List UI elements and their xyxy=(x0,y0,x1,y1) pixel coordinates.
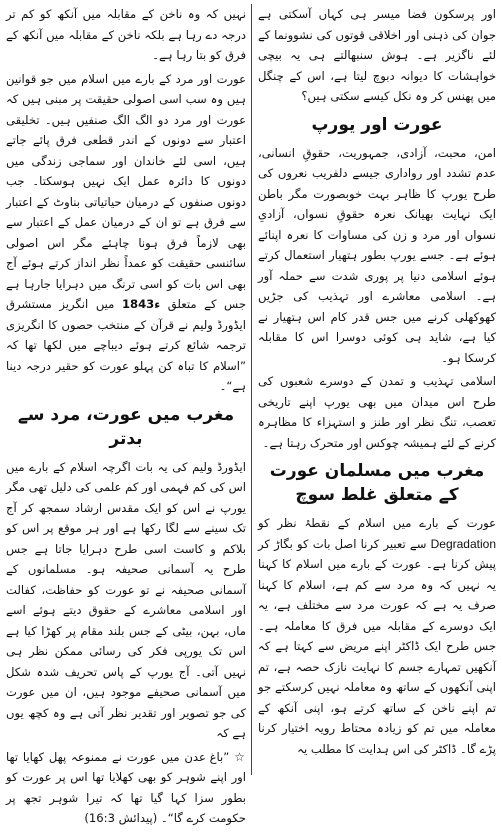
column-divider xyxy=(251,4,252,775)
heading-woman-and-europe: عورت اور یورپ xyxy=(311,114,443,135)
degradation-lead-text: عورت کے بارے میں اسلام کے نقطۂ نظر کو xyxy=(258,516,496,530)
quote-citation: (پیدائش 16:3) xyxy=(84,811,158,825)
degradation-body-text: سے تعبیر کرنا اصل بات کو بگاڑ کر پیش کرنا ہے۔ عورت کے بارے میں اسلام کا کہنا یہ نہیں کہ وہ مرد سے کم ہے، اسلام کا کہنا صرف یہ ہے کہ عورت مرد سے مختلف ہے، یہ ایک دوسرے کے مقابلہ میں فرق کا معاملہ ہے۔ جس طرح ایک ڈاکٹر اپنے مریض سے کہتا ہے کہ آنکھیں تمہارے جسم کا نہایت نازک حصہ ہے، تم اپنی آنکھوں کے ساتھ وہ معاملہ نہیں کرسکتے جو تم اپنے ناخن کے ساتھ کرتے ہو، اپنی آنکھ کے معاملہ میں تم کو زیادہ محتاط رویہ اختیار کرنا پڑے گا۔ ڈاکٹر کی اس ہدایت کا مطلب یہ xyxy=(258,536,496,756)
paragraph-degradation xyxy=(258,513,496,759)
laws-text: عورت اور مرد کے بارے میں اسلام میں جو قوانین ہیں وہ سب اسی اصولی حقیقت پر مبنی ہیں کہ عورت اور مرد دو الگ الگ صنفیں ہیں۔ تخلیقی اعتبار سے دونوں کے اندر قطعی فرق پائے جاتے ہیں، اسی لئے خاندان اور سماجی زندگی میں دونوں کا دائرہ عمل ایک نہیں ہوسکتا۔ جب دونوں صنفوں کے درمیان حیاتیاتی بناوٹ کے اعتبار سے فرق ہے تو ان کے درمیان عمل کے اعتبار سے بھی لازماً فرق ہونا چاہئے مگر اس اصولی سائنسی حقیقت کو عمداً نظر انداز کرتے ہوئے آج بھی اس بات کو اسی ترنگ میں دہرایا جارہا ہے جس کے متعلق xyxy=(6,71,247,311)
laws-tail-text: میں انگریز مستشرق ایڈورڈ ولیم نے قرآن کے منتخب حصوں کا انگریزی ترجمہ شائع کرتے ہوئے دیباچے میں لکھا تھا کہ ”اسلام کا تباہ کن پہلو عورت کو حقیر درجہ دینا ہے“۔ xyxy=(6,297,246,393)
paragraph-intro: اور پرسکون فضا میسر ہی کہاں آسکتی ہے جوان کی ذہنی اور اخلاقی قوتوں کی نشوونما کے لئے ناگزیر ہے۔ ہوش سنبھالتے ہی یہ بیچی خواہشات کا دیوانہ دبوچ لیتا ہے، اس کے چنگل میں پھنس کر وہ نکل کیسے سکتی ہیں؟ xyxy=(258,7,496,103)
right-column xyxy=(258,4,496,762)
paragraph-edward-william: ایڈورڈ ولیم کی یہ بات اگرچہ اسلام کے بارے میں اس کی کم فہمی اور کم علمی کی دلیل تھی مگر یورپ نے اس کو ایک مقدس ارشاد سمجھ کر آج تک سینے سے لگا رکھا ہے اور ہر موقع پر اس کو بلاکم و کاست اسی طرح دہرایا جاتا ہے جس طرح یہ آسمانی صحیفہ ہو۔ مسلمانوں کے آسمانی صحیفہ نے تو عورت کو حفاظت، کفالت اور اسلامی معاشرے کے حقوق دیتے ہوئے اسے ماں، بہن، بیٹی کے جس بلند مقام پر کھڑا کیا ہے اس تک یورپی فکر کی رسائی ممکن نظر ہی نہیں آتی۔ آج یورپ کے پاس تحریف شدہ شکل میں آسمانی صحیفے موجود ہیں، ان میں عورت کی جو تصویر اور تقدیر نظر آتی ہے وہ کچھ یوں ہے کہ xyxy=(6,459,246,740)
paragraph-europe-slogans: امن، محبت، آزادی، جمہوریت، حقوقِ انسانی، عدم تشدد اور رواداری جیسے دلفریب نعروں کی طرح یورپ کا ظاہر بہت خوبصورت مگر باطن ایک نہایت بھیانک نعرہ حقوقِ نسواں، آزادیِ نسواں اور مرد و زن کی مساوات کا نعرہ اپنائے ہوئے ہے۔ جسے یورپ بطور ہتھیار استعمال کرتے ہوئے اسلامی دنیا پر پوری شدت سے حملہ آور ہے۔ اسلامی معاشرے اور تہذیب کی جڑیں کھوکھلی کرنے میں جس قدر کام اس ہتھیار نے کیا ہے، شاید ہی کوئی دوسرا اس کا مقابلہ کرسکا ہو۔ xyxy=(258,145,496,365)
quote-text: ”باغ عدن میں عورت نے ممنوعہ پھل کھایا تھا اور اپنے شوہر کو بھی کھلایا تھا اس پر عورت کو بطور سزا کہا گیا تھا کہ تیرا شوہر تجھ پر حکومت کرے گا“۔ xyxy=(6,749,246,825)
year-1843: 1843ء xyxy=(121,297,161,311)
star-icon: ☆ xyxy=(234,749,246,764)
degradation-term: Degradation xyxy=(430,536,496,551)
heading-west-woman-worse: مغرب میں عورت، مرد سے بدتر xyxy=(17,404,235,449)
heading-west-misconception: مغرب میں مسلمان عورت کے متعلق غلط سوچ xyxy=(269,461,485,505)
left-column xyxy=(6,4,246,832)
paragraph-europe-prejudice: اسلامی تہذیب و تمدن کے دوسرے شعبوں کی طرح اس میدان میں بھی یورپ اپنے تاریخی تعصب، تنگ نظر اور طنز و استہزاء کا مظاہرہ کرنے کے لئے ہمیشہ چوکس اور متحرک رہتا ہے۔ xyxy=(258,374,496,450)
paragraph-eye-nail: نہیں کہ وہ ناخن کے مقابلہ میں آنکھ کو کم تر درجہ دے رہا ہے بلکہ ناخن کے مقابلہ میں آنکھ کے فرق کو بتا رہا ہے۔ xyxy=(6,7,246,62)
paragraph-laws xyxy=(6,69,246,397)
quote-genesis xyxy=(6,747,246,829)
